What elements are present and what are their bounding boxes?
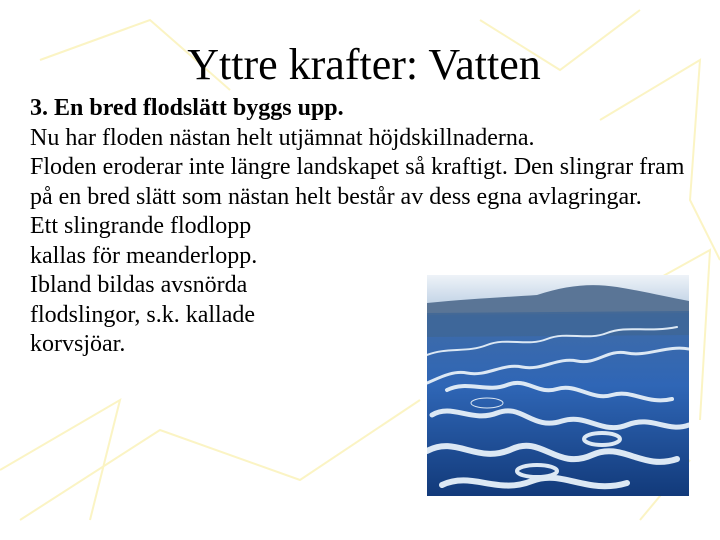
paragraph-3-line: Ibland bildas avsnörda (30, 272, 248, 298)
section-heading: 3. En bred flodslätt byggs upp. (30, 95, 344, 121)
paragraph-3-line: korvsjöar. (30, 331, 126, 357)
paragraph-2: Floden eroderar inte längre landskapet så kraftigt. Den slingrar fram på en bred slätt som nästan helt består av dess egna avlagringar. (30, 154, 685, 210)
paragraph-3-line: flodslingor, s.k. kallade (30, 301, 255, 328)
paragraph-3-line: Ett slingrande flodlopp (30, 213, 252, 239)
slide-title: Yttre krafter: Vatten (187, 40, 541, 89)
meander-river-photo (427, 275, 689, 496)
paragraph-1: Nu har floden nästan helt utjämnat höjdskillnaderna. (30, 124, 535, 151)
paragraph-3-line: kallas för meanderlopp. (30, 242, 258, 269)
